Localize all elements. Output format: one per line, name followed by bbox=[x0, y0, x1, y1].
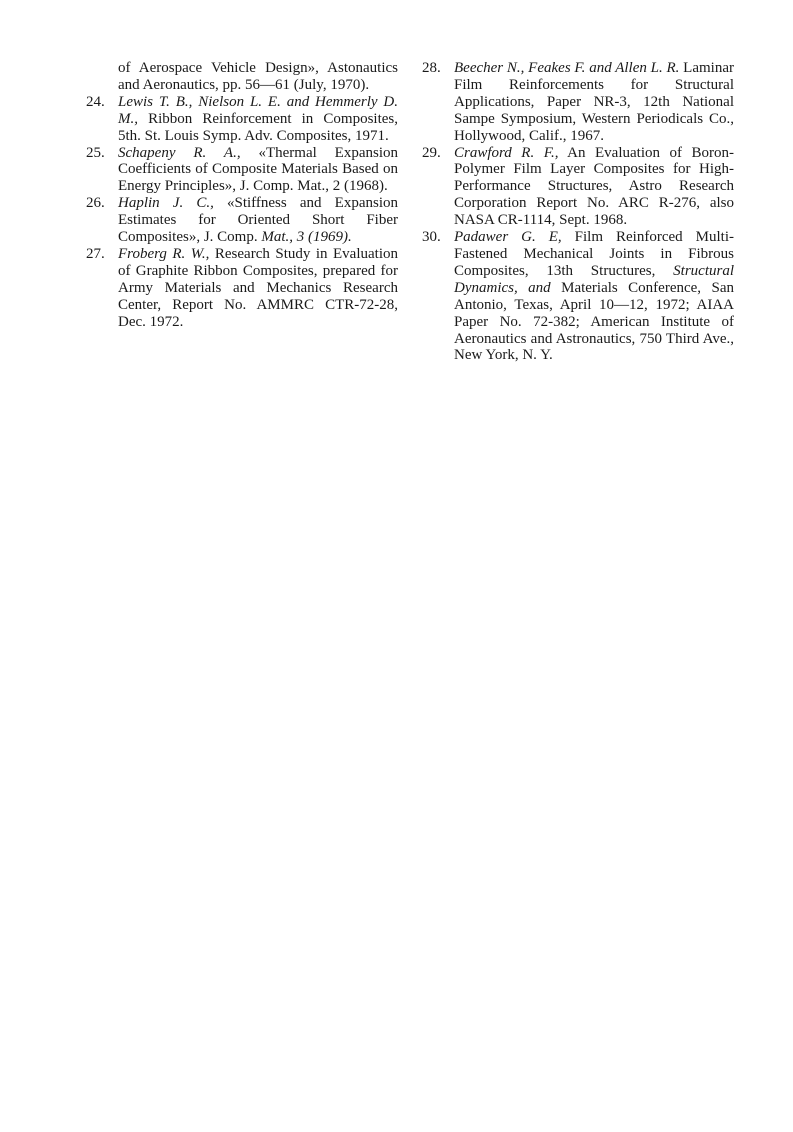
reference-28-text: Laminar Film Reinforcements for Structural Applications, Paper NR-3, 12th National Sampe Symposium, Western Periodicals Co., Hollywood, Calif., 1967. bbox=[454, 60, 734, 144]
reference-26-journal: Mat., 3 (1969). bbox=[261, 229, 352, 246]
reference-26-authors: Haplin J. C., bbox=[118, 195, 214, 212]
reference-25-number: 25. bbox=[86, 144, 105, 161]
reference-30-authors: Padawer G. E, bbox=[454, 229, 562, 246]
reference-24 bbox=[84, 94, 398, 145]
reference-26-text: «Stiffness and Expansion Estimates for Oriented Short Fiber Composites», J. Comp. bbox=[118, 195, 398, 246]
reference-26 bbox=[84, 195, 398, 246]
reference-30-text: Film Reinforced Multi-Fastened Mechanical Joints in Fibrous Composites, 13th Structures, bbox=[454, 229, 734, 279]
reference-24-number: 24. bbox=[86, 93, 105, 110]
reference-30-text-end: Materials Conference, San Antonio, Texas, April 10—12, 1972; AIAA Paper No. 72-382; American Institute of Aeronautics and Astronautics, 750 Third Ave., New York, N. Y. bbox=[454, 279, 734, 364]
reference-25-authors: Schapeny R. A., bbox=[118, 144, 241, 161]
reference-continuation-text: of Aerospace Vehicle Design», Astonautics and Aeronautics, pp. 56—61 (July, 1970). bbox=[118, 60, 398, 93]
right-column bbox=[420, 60, 734, 364]
reference-25 bbox=[84, 145, 398, 196]
reference-29-text: An Evaluation of Boron-Polymer Film Layer Composites for High-Performance Structures, Astro Research Corporation Report No. ARC R-276, also NASA CR-1114, Sept. 1968. bbox=[454, 144, 734, 229]
reference-27-text: Research Study in Evaluation of Graphite Ribbon Composites, prepared for Army Materials and Mechanics Research Center, Report No. AMMRC CTR-72-28, Dec. 1972. bbox=[118, 245, 398, 330]
reference-29 bbox=[420, 145, 734, 230]
reference-27 bbox=[84, 246, 398, 331]
reference-27-number: 27. bbox=[86, 245, 105, 262]
reference-30 bbox=[420, 229, 734, 364]
reference-24-authors: Lewis T. B., Nielson L. E. and Hemmerly D. M., bbox=[118, 93, 398, 127]
left-column bbox=[84, 60, 398, 331]
reference-28 bbox=[420, 60, 734, 145]
reference-30-conference: Structural Dynamics, and bbox=[454, 262, 734, 296]
reference-28-number: 28. bbox=[422, 60, 441, 76]
reference-29-authors: Crawford R. F., bbox=[454, 144, 559, 161]
reference-27-authors: Froberg R. W., bbox=[118, 245, 210, 262]
reference-28-authors: Beecher N., Feakes F. and Allen L. R. bbox=[454, 60, 680, 76]
reference-continuation bbox=[84, 60, 398, 94]
reference-24-text: Ribbon Reinforcement in Composites, 5th. St. Louis Symp. Adv. Composites, 1971. bbox=[118, 110, 398, 144]
reference-26-number: 26. bbox=[86, 195, 105, 212]
reference-30-number: 30. bbox=[422, 229, 441, 246]
reference-29-number: 29. bbox=[422, 144, 441, 161]
reference-25-text: «Thermal Expansion Coefficients of Composite Materials Based on Energy Principles», J. Comp. Mat., 2 (1968). bbox=[118, 144, 399, 195]
